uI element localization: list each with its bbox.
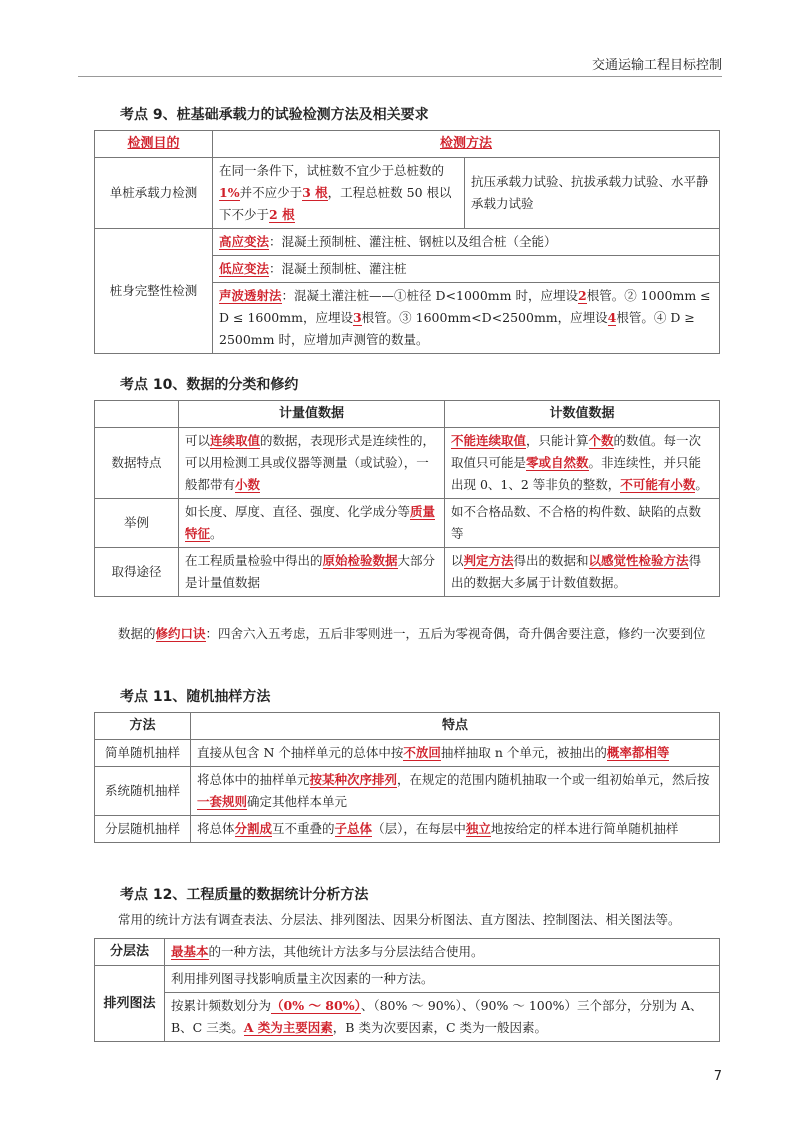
page-header: 交通运输工程目标控制 <box>591 58 722 73</box>
row-label: 分层法 <box>95 939 165 966</box>
cell-sonic: 声波透射法：混凝土灌注桩——①桩径 D<1000mm 时，应埋设2根管。② 1000mm ≤ D ≤ 1600mm，应埋设3根管。③ 1600mm<D<2500mm，应埋设4根管。④ D ≥ 2500mm 时，应增加声测管的数量。 <box>213 283 720 354</box>
col-header-empty <box>95 401 179 428</box>
col-header-purpose: 检测目的 <box>95 131 213 158</box>
cell: 将总体中的抽样单元按某种次序排列，在规定的范围内随机抽取一个或一组初始单元，然后按一套规则确定其他样本单元 <box>191 767 720 816</box>
table-row <box>95 158 720 229</box>
cell: 不能连续取值，只能计算个数的数值。每一次取值只可能是零或自然数。非连续性，并只能出现 0、1、2 等非负的整数，不可能有小数。 <box>445 428 720 499</box>
cell: 可以连续取值的数据，表现形式是连续性的，可以用检测工具或仪器等测量（或试验），一般都带有小数 <box>179 428 445 499</box>
cell-count-rule: 在同一条件下，试桩数不宜少于总桩数的1%并不应少于3 根，工程总桩数 50 根以下不少于2 根 <box>213 158 465 229</box>
row-label: 单桩承载力检测 <box>95 158 213 229</box>
cell: 如不合格品数、不合格的构件数、缺陷的点数等 <box>445 499 720 548</box>
table-row <box>95 229 720 256</box>
cell: 将总体分割成互不重叠的子总体（层），在每层中独立地按给定的样本进行简单随机抽样 <box>191 816 720 843</box>
table-row <box>95 939 720 966</box>
data-type-table <box>94 400 720 597</box>
row-label: 举例 <box>95 499 179 548</box>
cell: 最基本的一种方法，其他统计方法多与分层法结合使用。 <box>165 939 720 966</box>
cell: 按累计频数划分为（0% ～ 80%）、（80% ～ 90%）、（90% ～ 100%）三个部分，分别为 A、B、C 三类。A 类为主要因素，B 类为次要因素，C 类为一般因素。 <box>165 993 720 1042</box>
row-label: 系统随机抽样 <box>95 767 191 816</box>
header-divider <box>78 76 722 77</box>
col-header-method: 方法 <box>95 713 191 740</box>
table-row <box>95 428 720 499</box>
col-header-measure: 计量值数据 <box>179 401 445 428</box>
section-9-title: 考点 9、桩基础承载力的试验检测方法及相关要求 <box>120 107 429 123</box>
col-header-method: 检测方法 <box>213 131 720 158</box>
cell: 利用排列图寻找影响质量主次因素的一种方法。 <box>165 966 720 993</box>
row-label: 桩身完整性检测 <box>95 229 213 354</box>
pile-test-table <box>94 130 720 354</box>
rounding-note: 数据的修约口诀：四舍六入五考虑，五后非零则进一，五后为零视奇偶，奇升偶舍要注意，修约一次要到位 <box>118 626 706 641</box>
stats-intro: 常用的统计方法有调查表法、分层法、排列图法、因果分析图法、直方图法、控制图法、相关图法等。 <box>118 912 681 927</box>
table-row <box>95 767 720 816</box>
sampling-table <box>94 712 720 843</box>
section-11-title: 考点 11、随机抽样方法 <box>120 689 271 705</box>
table-row <box>95 548 720 597</box>
row-label: 数据特点 <box>95 428 179 499</box>
cell: 以判定方法得出的数据和以感觉性检验方法得出的数据大多属于计数值数据。 <box>445 548 720 597</box>
col-header-count: 计数值数据 <box>445 401 720 428</box>
row-label: 分层随机抽样 <box>95 816 191 843</box>
table-row <box>95 993 720 1042</box>
cell-low-strain: 低应变法：混凝土预制桩、灌注桩 <box>213 256 720 283</box>
cell-test-types: 抗压承载力试验、抗拔承载力试验、水平静承载力试验 <box>465 158 720 229</box>
cell: 如长度、厚度、直径、强度、化学成分等质量特征。 <box>179 499 445 548</box>
row-label: 排列图法 <box>95 966 165 1042</box>
table-row <box>95 740 720 767</box>
section-10-title: 考点 10、数据的分类和修约 <box>120 377 299 393</box>
table-row <box>95 816 720 843</box>
page-number: 7 <box>713 1069 722 1084</box>
cell: 直接从包含 N 个抽样单元的总体中按不放回抽样抽取 n 个单元，被抽出的概率都相等 <box>191 740 720 767</box>
row-label: 简单随机抽样 <box>95 740 191 767</box>
stats-table <box>94 938 720 1042</box>
section-12-title: 考点 12、工程质量的数据统计分析方法 <box>120 887 369 903</box>
cell-high-strain: 高应变法：混凝土预制桩、灌注桩、钢桩以及组合桩（全能） <box>213 229 720 256</box>
cell: 在工程质量检验中得出的原始检验数据大部分是计量值数据 <box>179 548 445 597</box>
row-label: 取得途径 <box>95 548 179 597</box>
table-row <box>95 499 720 548</box>
col-header-feature: 特点 <box>191 713 720 740</box>
table-row <box>95 966 720 993</box>
